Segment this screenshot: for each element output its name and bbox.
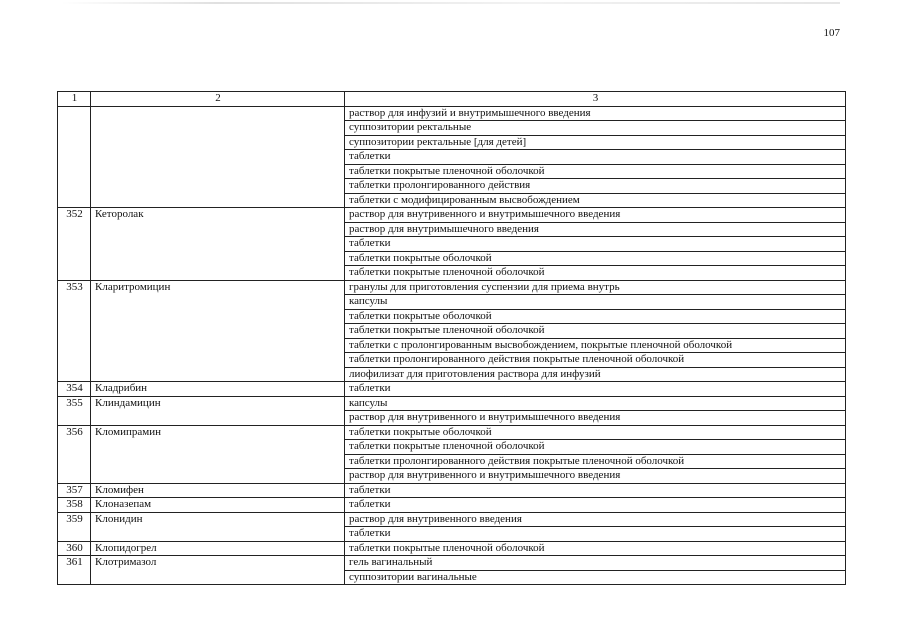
dosage-form: раствор для внутривенного и внутримышечного введения [345, 411, 846, 426]
column-header-forms: 3 [345, 92, 846, 107]
dosage-form: таблетки покрытые пленочной оболочкой [345, 324, 846, 339]
drug-number: 361 [58, 556, 91, 585]
table-row [58, 512, 846, 527]
drug-number: 352 [58, 208, 91, 281]
dosage-form: капсулы [345, 396, 846, 411]
table-row [58, 541, 846, 556]
page-number: 107 [823, 27, 840, 39]
dosage-form: таблетки с пролонгированным высвобождением, покрытые пленочной оболочкой [345, 338, 846, 353]
table-row [58, 280, 846, 295]
table-row [58, 483, 846, 498]
dosage-form: суппозитории ректальные [для детей] [345, 135, 846, 150]
drug-name: Клиндамицин [91, 396, 345, 425]
table-header-row [58, 92, 846, 107]
dosage-form: таблетки с модифицированным высвобождением [345, 193, 846, 208]
column-header-name: 2 [91, 92, 345, 107]
table-row [58, 498, 846, 513]
scan-edge-shadow [60, 2, 840, 4]
drug-number: 358 [58, 498, 91, 513]
dosage-form: таблетки покрытые оболочкой [345, 425, 846, 440]
dosage-form: таблетки [345, 382, 846, 397]
dosage-form: таблетки [345, 237, 846, 252]
dosage-form: таблетки [345, 483, 846, 498]
drug-number: 355 [58, 396, 91, 425]
dosage-form: капсулы [345, 295, 846, 310]
drug-name: Кломифен [91, 483, 345, 498]
column-header-number: 1 [58, 92, 91, 107]
dosage-form: таблетки покрытые пленочной оболочкой [345, 440, 846, 455]
table-row [58, 425, 846, 440]
dosage-form: суппозитории ректальные [345, 121, 846, 136]
drug-name: Кладрибин [91, 382, 345, 397]
dosage-form: лиофилизат для приготовления раствора для инфузий [345, 367, 846, 382]
drug-forms-table [57, 91, 846, 585]
drug-number: 356 [58, 425, 91, 483]
dosage-form: таблетки [345, 498, 846, 513]
dosage-form: таблетки покрытые оболочкой [345, 309, 846, 324]
dosage-form: таблетки [345, 150, 846, 165]
table-row [58, 106, 846, 121]
drug-name: Клопидогрел [91, 541, 345, 556]
dosage-form: гранулы для приготовления суспензии для приема внутрь [345, 280, 846, 295]
dosage-form: раствор для инфузий и внутримышечного введения [345, 106, 846, 121]
dosage-form: раствор для внутривенного введения [345, 512, 846, 527]
table-row [58, 556, 846, 571]
table-row [58, 396, 846, 411]
dosage-form: суппозитории вагинальные [345, 570, 846, 585]
dosage-form: таблетки покрытые оболочкой [345, 251, 846, 266]
drug-number: 357 [58, 483, 91, 498]
drug-number: 360 [58, 541, 91, 556]
dosage-form: таблетки пролонгированного действия покрытые пленочной оболочкой [345, 353, 846, 368]
dosage-form: гель вагинальный [345, 556, 846, 571]
drug-name: Кларитромицин [91, 280, 345, 382]
drug-name: Кеторолак [91, 208, 345, 281]
table-row [58, 382, 846, 397]
drug-name: Кломипрамин [91, 425, 345, 483]
drug-number: 354 [58, 382, 91, 397]
dosage-form: таблетки покрытые пленочной оболочкой [345, 541, 846, 556]
dosage-form: таблетки покрытые пленочной оболочкой [345, 266, 846, 281]
dosage-form: таблетки пролонгированного действия покрытые пленочной оболочкой [345, 454, 846, 469]
dosage-form: раствор для внутримышечного введения [345, 222, 846, 237]
drug-number [58, 106, 91, 208]
table-body [58, 106, 846, 585]
dosage-form: таблетки покрытые пленочной оболочкой [345, 164, 846, 179]
drug-name: Клотримазол [91, 556, 345, 585]
drug-number: 359 [58, 512, 91, 541]
dosage-form: таблетки пролонгированного действия [345, 179, 846, 194]
table-row [58, 208, 846, 223]
dosage-form: раствор для внутривенного и внутримышечного введения [345, 469, 846, 484]
dosage-form: раствор для внутривенного и внутримышечного введения [345, 208, 846, 223]
drug-number: 353 [58, 280, 91, 382]
dosage-form: таблетки [345, 527, 846, 542]
drug-name [91, 106, 345, 208]
drug-name: Клоназепам [91, 498, 345, 513]
drug-name: Клонидин [91, 512, 345, 541]
